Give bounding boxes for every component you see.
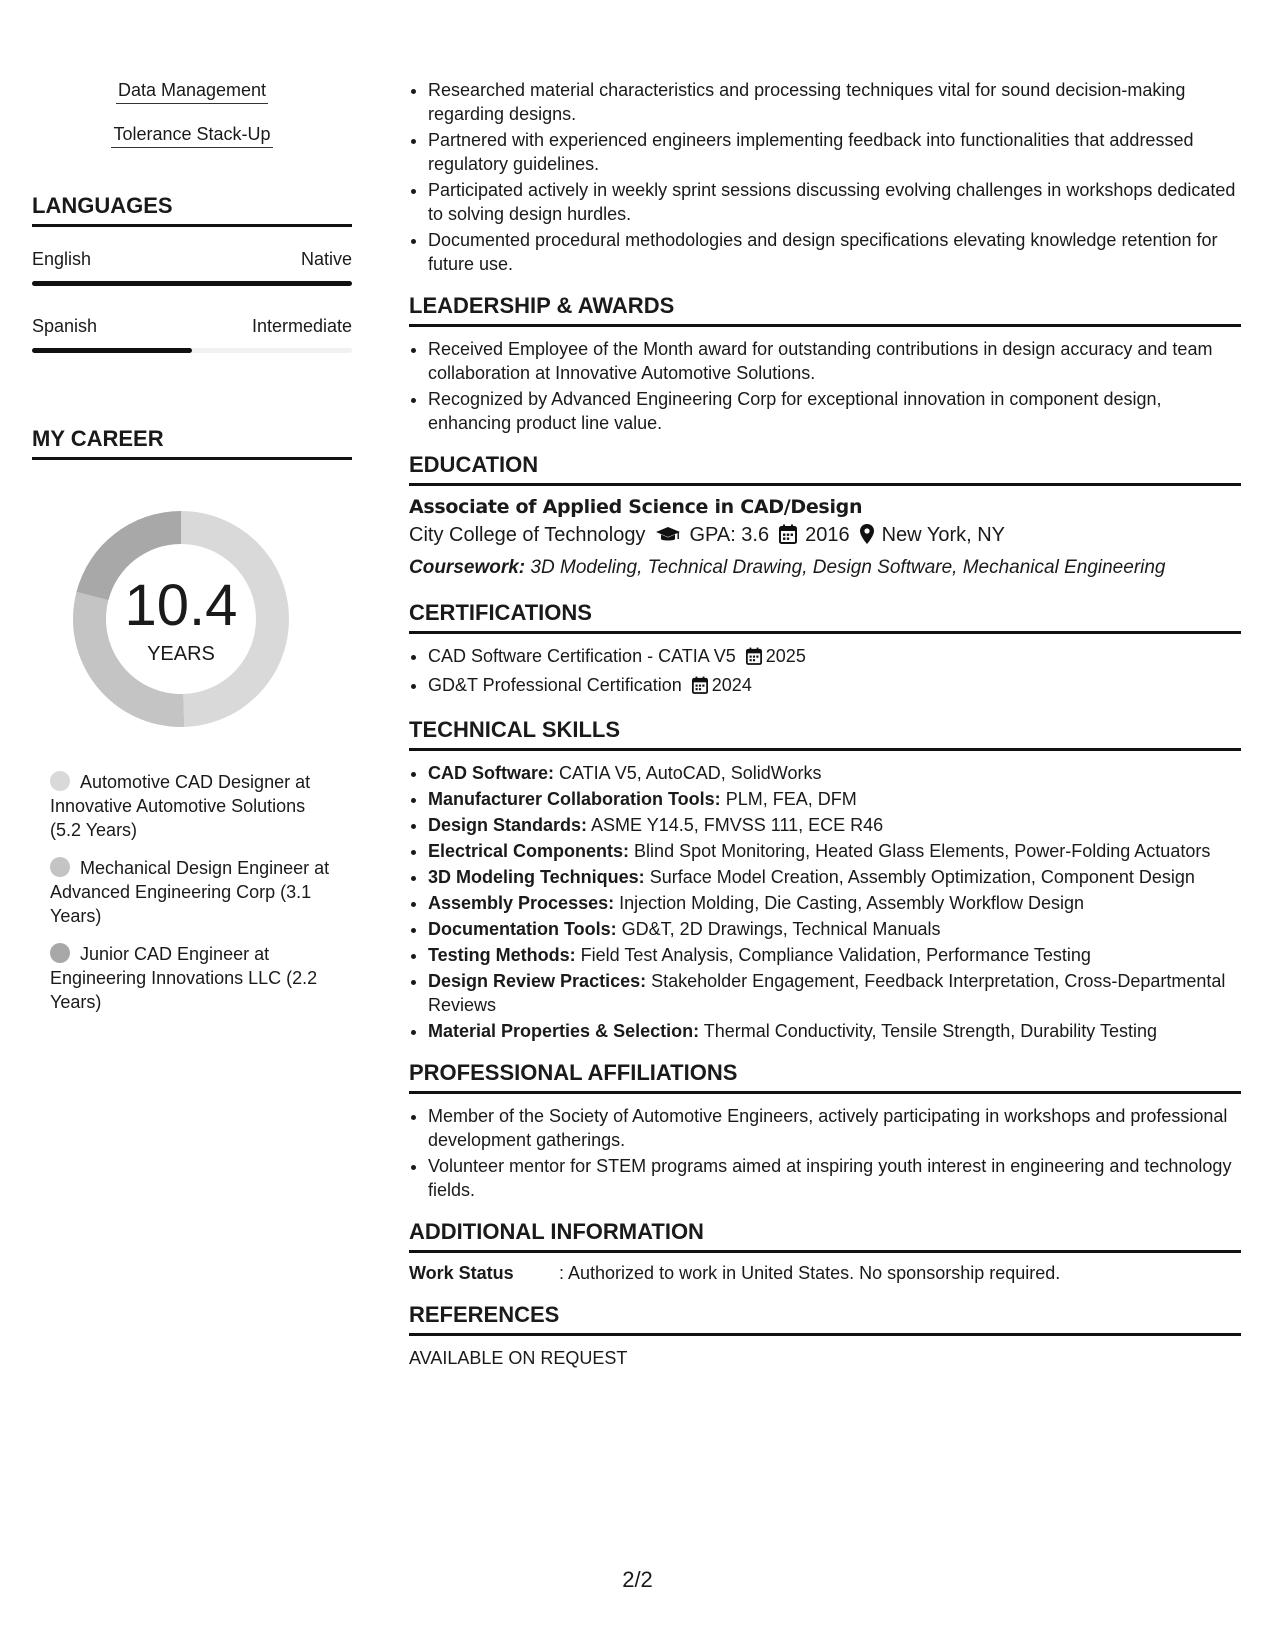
- career-item: [50, 856, 330, 928]
- skill-tag: Tolerance Stack-Up: [111, 122, 272, 148]
- language-proficiency-fill: [32, 281, 352, 286]
- career-color-dot: [50, 857, 70, 877]
- certifications-heading: CERTIFICATIONS: [409, 599, 1241, 634]
- career-item: [50, 942, 330, 1014]
- skill-label: Manufacturer Collaboration Tools:: [428, 789, 721, 809]
- references-text: AVAILABLE ON REQUEST: [409, 1348, 628, 1368]
- skill-item: [428, 1019, 1241, 1043]
- skill-label: Design Standards:: [428, 815, 588, 835]
- skill-tag-list: [32, 78, 352, 148]
- skill-item: [428, 865, 1241, 889]
- certifications-section: [409, 599, 1241, 700]
- education-year: 2016: [805, 524, 850, 546]
- career-item: [50, 770, 330, 842]
- career-donut-chart: [66, 504, 296, 734]
- coursework-label: Coursework:: [409, 557, 526, 578]
- languages-heading: LANGUAGES: [32, 192, 352, 227]
- work-status-row: [409, 1261, 1241, 1285]
- skill-label: Documentation Tools:: [428, 919, 617, 939]
- technical-skills-section: [409, 716, 1241, 1043]
- skill-value: Surface Model Creation, Assembly Optimization, Component Design: [644, 867, 1195, 887]
- additional-info-section: [409, 1218, 1241, 1285]
- language-item: [32, 247, 352, 286]
- map-pin-icon: [860, 523, 874, 553]
- skill-item: [428, 943, 1241, 967]
- education-section: [409, 451, 1241, 583]
- affiliations-heading: PROFESSIONAL AFFILIATIONS: [409, 1059, 1241, 1094]
- education-degree: Associate of Applied Science in CAD/Design: [409, 496, 863, 518]
- language-proficiency-bar: [32, 348, 352, 353]
- career-item-text: Junior CAD Engineer at Engineering Innovations LLC (2.2 Years): [50, 944, 318, 1012]
- language-level: Native: [300, 249, 352, 269]
- graduation-cap-icon: [655, 523, 681, 553]
- skill-item: [428, 813, 1241, 837]
- career-color-dot: [50, 771, 70, 791]
- skill-item: [428, 891, 1241, 915]
- skill-value: Blind Spot Monitoring, Heated Glass Elements, Power-Folding Actuators: [629, 841, 1211, 861]
- skill-value: Field Test Analysis, Compliance Validation, Performance Testing: [575, 945, 1091, 965]
- education-school: City College of Technology: [409, 524, 646, 546]
- calendar-icon: [746, 647, 762, 671]
- language-name: Spanish: [32, 316, 98, 336]
- skill-value: Thermal Conductivity, Tensile Strength, Durability Testing: [699, 1021, 1157, 1041]
- work-status-value: : Authorized to work in United States. No sponsorship required.: [559, 1263, 1061, 1283]
- references-heading: REFERENCES: [409, 1301, 1241, 1336]
- leadership-item: • Recognized by Advanced Engineering Corp for exceptional innovation in component design, enhancing product line value.: [428, 387, 1241, 435]
- experience-bullet: • Participated actively in weekly sprint sessions discussing evolving challenges in workshops dedicated to solving design hurdles.: [428, 178, 1241, 226]
- education-heading: EDUCATION: [409, 451, 1241, 486]
- work-status-label: Work Status: [409, 1263, 514, 1283]
- sidebar: [32, 78, 352, 1028]
- affiliation-item: • Volunteer mentor for STEM programs aimed at inspiring youth interest in engineering and technology fields.: [428, 1154, 1241, 1202]
- language-name: English: [32, 249, 92, 269]
- experience-bullet: • Documented procedural methodologies and design specifications elevating knowledge retention for future use.: [428, 228, 1241, 276]
- skill-label: Design Review Practices:: [428, 971, 647, 991]
- skill-value: CATIA V5, AutoCAD, SolidWorks: [554, 763, 822, 783]
- skill-value: Stakeholder Engagement, Feedback Interpretation, Cross-Departmental Reviews: [428, 971, 1226, 1015]
- language-proficiency-fill: [32, 348, 192, 353]
- affiliations-section: [409, 1059, 1241, 1202]
- skill-label: Assembly Processes:: [428, 893, 615, 913]
- skill-item: [428, 969, 1241, 1017]
- experience-bullet: • Researched material characteristics and processing techniques vital for sound decision-making regarding designs.: [428, 78, 1241, 126]
- experience-bullets: [409, 78, 1241, 276]
- skill-label: CAD Software:: [428, 763, 555, 783]
- education-coursework: [409, 553, 1241, 583]
- certification-item: [428, 644, 1241, 671]
- career-total-unit: YEARS: [147, 643, 215, 665]
- skill-label: Testing Methods:: [428, 945, 576, 965]
- skill-label: Electrical Components:: [428, 841, 630, 861]
- page-number: 2/2: [622, 1567, 653, 1592]
- education-details: [409, 520, 1241, 553]
- career-item-text: Automotive CAD Designer at Innovative Automotive Solutions (5.2 Years): [50, 772, 311, 840]
- skill-value: ASME Y14.5, FMVSS 111, ECE R46: [587, 815, 884, 835]
- skill-label: 3D Modeling Techniques:: [428, 867, 645, 887]
- leadership-item: • Received Employee of the Month award for outstanding contributions in design accuracy and team collaboration at Innovative Automotive Solutions.: [428, 337, 1241, 385]
- certification-item: [428, 673, 1241, 700]
- career-heading: MY CAREER: [32, 425, 352, 460]
- affiliation-item: • Member of the Society of Automotive Engineers, actively participating in workshops and professional development gatherings.: [428, 1104, 1241, 1152]
- skill-item: [428, 839, 1241, 863]
- certification-name: CAD Software Certification - CATIA V5: [428, 646, 736, 666]
- skill-item: [428, 917, 1241, 941]
- coursework-list: 3D Modeling, Technical Drawing, Design Software, Mechanical Engineering: [525, 557, 1166, 578]
- additional-info-heading: ADDITIONAL INFORMATION: [409, 1218, 1241, 1253]
- skill-tag: Data Management: [116, 78, 268, 104]
- calendar-icon: [779, 523, 797, 553]
- calendar-icon: [692, 676, 708, 700]
- certification-year: 2025: [765, 646, 806, 666]
- references-section: [409, 1301, 1241, 1370]
- skill-value: PLM, FEA, DFM: [720, 789, 857, 809]
- skill-value: Injection Molding, Die Casting, Assembly Workflow Design: [614, 893, 1084, 913]
- education-gpa: GPA: 3.6: [689, 524, 770, 546]
- certification-name: GD&T Professional Certification: [428, 675, 682, 695]
- education-location: New York, NY: [881, 524, 1005, 546]
- career-color-dot: [50, 943, 70, 963]
- language-level: Intermediate: [251, 316, 352, 336]
- certification-year: 2024: [711, 675, 752, 695]
- language-proficiency-bar: [32, 281, 352, 286]
- skill-label: Material Properties & Selection:: [428, 1021, 700, 1041]
- language-item: [32, 314, 352, 353]
- technical-skills-heading: TECHNICAL SKILLS: [409, 716, 1241, 751]
- experience-bullet: • Partnered with experienced engineers implementing feedback into functionalities that addressed regulatory guidelines.: [428, 128, 1241, 176]
- leadership-heading: LEADERSHIP & AWARDS: [409, 292, 1241, 327]
- leadership-section: [409, 292, 1241, 435]
- career-list: [50, 770, 330, 1014]
- career-total-years: 10.4: [124, 573, 238, 638]
- skill-value: GD&T, 2D Drawings, Technical Manuals: [616, 919, 941, 939]
- career-item-text: Mechanical Design Engineer at Advanced Engineering Corp (3.1 Years): [50, 858, 330, 926]
- skill-item: [428, 761, 1241, 785]
- skill-item: [428, 787, 1241, 811]
- main-content: [409, 78, 1241, 1370]
